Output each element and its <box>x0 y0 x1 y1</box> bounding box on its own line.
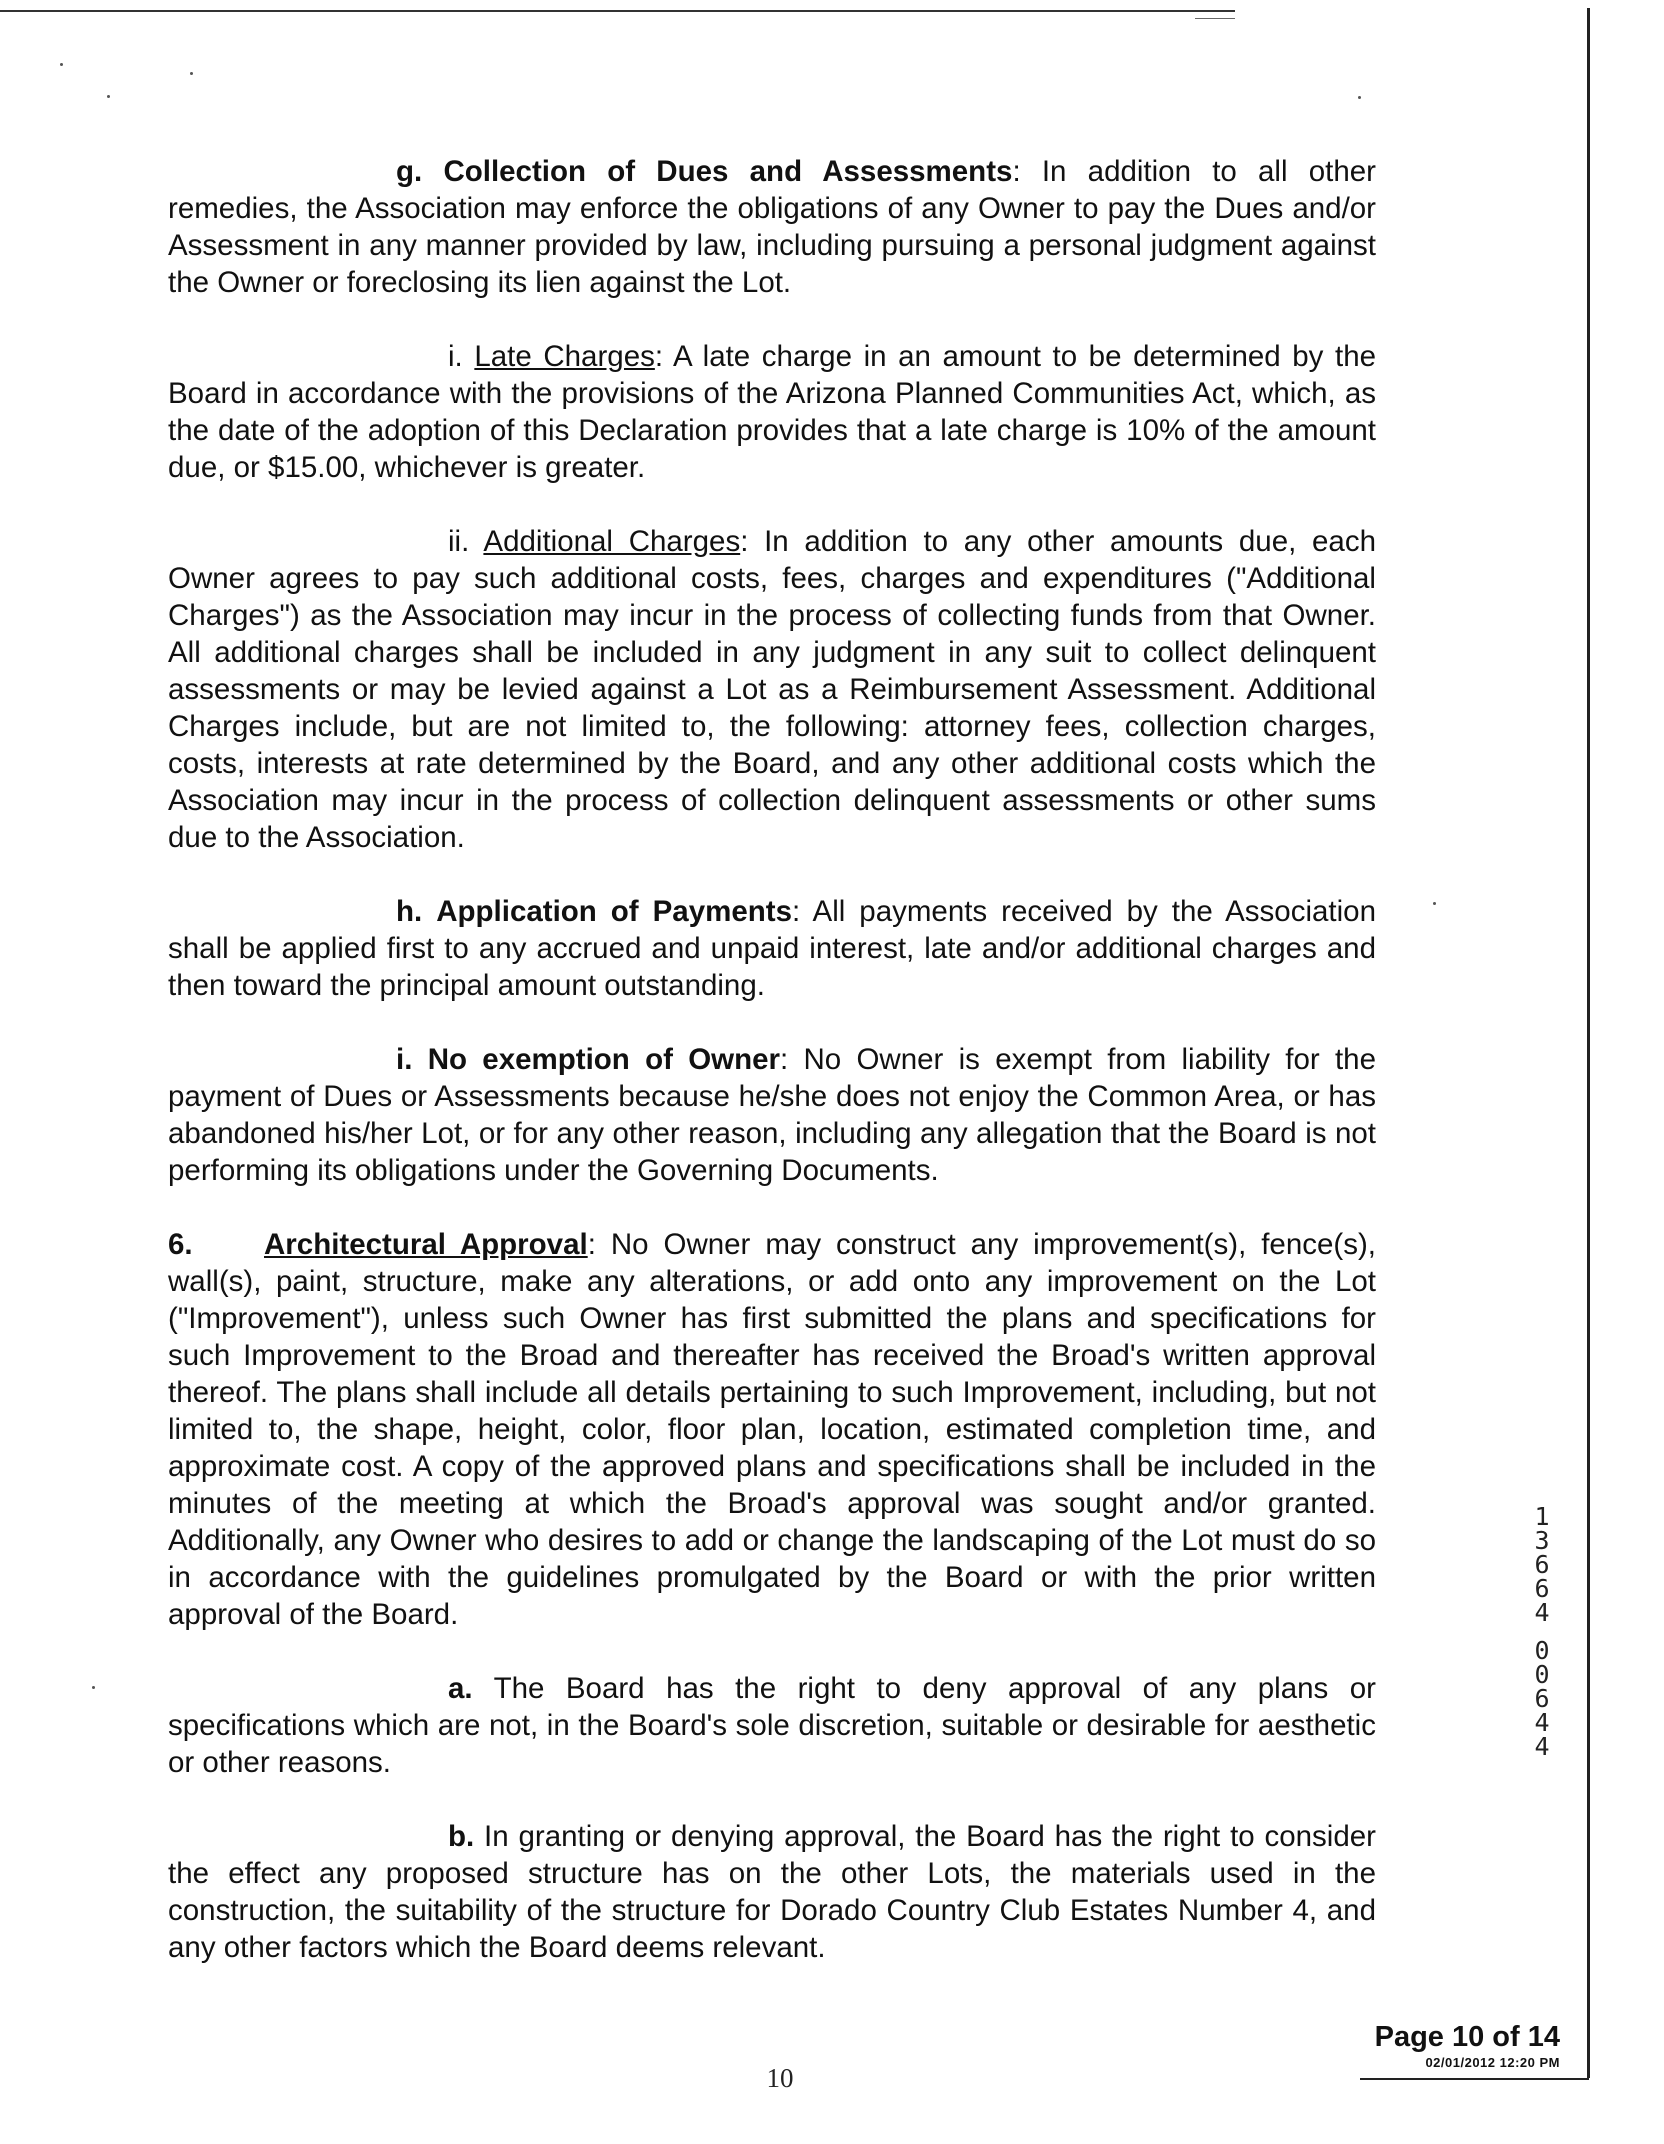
recording-book-digit: 6 <box>1534 1574 1550 1603</box>
recording-page-digit: 0 <box>1534 1660 1550 1689</box>
section-6-paragraph <box>168 1226 1376 1633</box>
section-g-title: Collection of Dues and Assessments <box>443 155 1013 188</box>
section-g-i-text: : A late charge in an amount to be determined by the Board in accordance with the provisions of the Arizona Planned Communities Act, which, as the date of the adoption of this Declaration provides that a late charge is 10% of the amount due, or $15.00, whichever is greater. <box>168 340 1377 484</box>
section-6-text: : No Owner may construct any improvement(s), fence(s), wall(s), paint, structure, make any alterations, or add onto any improvement on the Lot ("Improvement"), unless such Owner has first submitted the plans and specifications for such Improvement to the Broad and thereafter has received the Broad's written approval thereof. The plans shall include all details pertaining to such Improvement, including, but not limited to, the shape, height, color, floor plan, location, estimated completion time, and approximate cost. A copy of the approved plans and specifications shall be included in the minutes of the meeting at which the Broad's approval was sought and/or granted. Additionally, any Owner who desires to add or change the landscaping of the Lot must do so in accordance with the guidelines promulgated by the Board or with the prior written approval of the Board. <box>168 1228 1376 1631</box>
scan-speck <box>1433 902 1436 905</box>
section-6a-paragraph <box>168 1670 1376 1781</box>
scan-speck <box>1358 96 1361 99</box>
section-i-label: i. <box>396 1043 413 1076</box>
section-g-i-paragraph <box>168 338 1376 486</box>
document-body <box>168 153 1376 1966</box>
section-6b-label: b. <box>448 1820 475 1853</box>
section-6-title: Architectural Approval <box>264 1228 588 1261</box>
section-6b-text: In granting or denying approval, the Board has the right to consider the effect any proposed structure has on the other Lots, the materials used in the construction, the suitability of the structure for Dorado Country Club Estates Number 4, and any other factors which the Board deems relevant. <box>168 1820 1376 1964</box>
section-g-text: : In addition to all other remedies, the Association may enforce the obligations of any Owner to pay the Dues and/or Assessment in any manner provided by law, including pursuing a personal judgment against the Owner or foreclosing its lien against the Lot. <box>168 155 1376 299</box>
scan-speck <box>92 1686 95 1689</box>
recording-page-digit: 6 <box>1534 1684 1550 1713</box>
section-g-i-label: i. <box>448 340 463 373</box>
section-i-paragraph <box>168 1041 1376 1189</box>
top-rule <box>0 10 1235 12</box>
section-g-i-title: Late Charges <box>474 340 655 373</box>
recording-book-digit: 4 <box>1534 1598 1550 1627</box>
section-6b-paragraph <box>168 1818 1376 1966</box>
recording-book-digit: 3 <box>1534 1526 1550 1555</box>
scan-speck <box>190 72 193 75</box>
right-margin-rule <box>1587 8 1590 2078</box>
section-i-title: No exemption of Owner <box>427 1043 781 1076</box>
section-h-title: Application of Payments <box>436 895 792 928</box>
page-count-label: Page 10 of 14 <box>1374 2021 1560 2053</box>
section-6a-label: a. <box>448 1672 473 1705</box>
top-rule-dash <box>1195 18 1235 19</box>
page-number: 10 <box>766 2063 794 2093</box>
scan-speck <box>107 95 110 98</box>
section-i-text: : No Owner is exempt from liability for the payment of Dues or Assessments because he/she does not enjoy the Common Area, or has abandoned his/her Lot, or for any other reason, including any allegation that the Board is not performing its obligations under the Governing Documents. <box>168 1043 1376 1187</box>
section-h-label: h. <box>396 895 423 928</box>
recording-book-digit: 6 <box>1534 1550 1550 1579</box>
section-h-text: : All payments received by the Association shall be applied first to any accrued and unpaid interest, late and/or additional charges and then toward the principal amount outstanding. <box>168 895 1376 1002</box>
section-g-ii-title: Additional Charges <box>483 525 741 558</box>
recording-page-digit: 4 <box>1534 1732 1550 1761</box>
section-g-paragraph <box>168 153 1376 301</box>
section-6-label: 6. <box>168 1228 193 1261</box>
section-g-ii-label: ii. <box>448 525 470 558</box>
section-g-label: g. <box>396 155 423 188</box>
section-6a-text: The Board has the right to deny approval of any plans or specifications which are not, in the Board's sole discretion, suitable or desirable for aesthetic or other reasons. <box>168 1672 1376 1779</box>
section-g-ii-paragraph <box>168 523 1376 856</box>
section-h-paragraph <box>168 893 1376 1004</box>
recording-book-digit: 1 <box>1534 1502 1550 1531</box>
scan-speck <box>60 63 63 66</box>
section-g-ii-text: : In addition to any other amounts due, each Owner agrees to pay such additional costs, fees, charges and expenditures ("Additional Charges") as the Association may incur in the process of collecting funds from that Owner. All additional charges shall be included in any judgment in any suit to collect delinquent assessments or may be levied against a Lot as a Reimbursement Assessment. Additional Charges include, but are not limited to, the following: attorney fees, collection charges, costs, interests at rate determined by the Board, and any other additional costs which the Association may incur in the process of collection delinquent assessments or other sums due to the Association. <box>168 525 1376 854</box>
recording-page-digit: 0 <box>1534 1636 1550 1665</box>
recording-number <box>1530 1502 1554 1761</box>
print-timestamp: 02/01/2012 12:20 PM <box>1425 2055 1560 2070</box>
recording-page-digit: 4 <box>1534 1708 1550 1737</box>
